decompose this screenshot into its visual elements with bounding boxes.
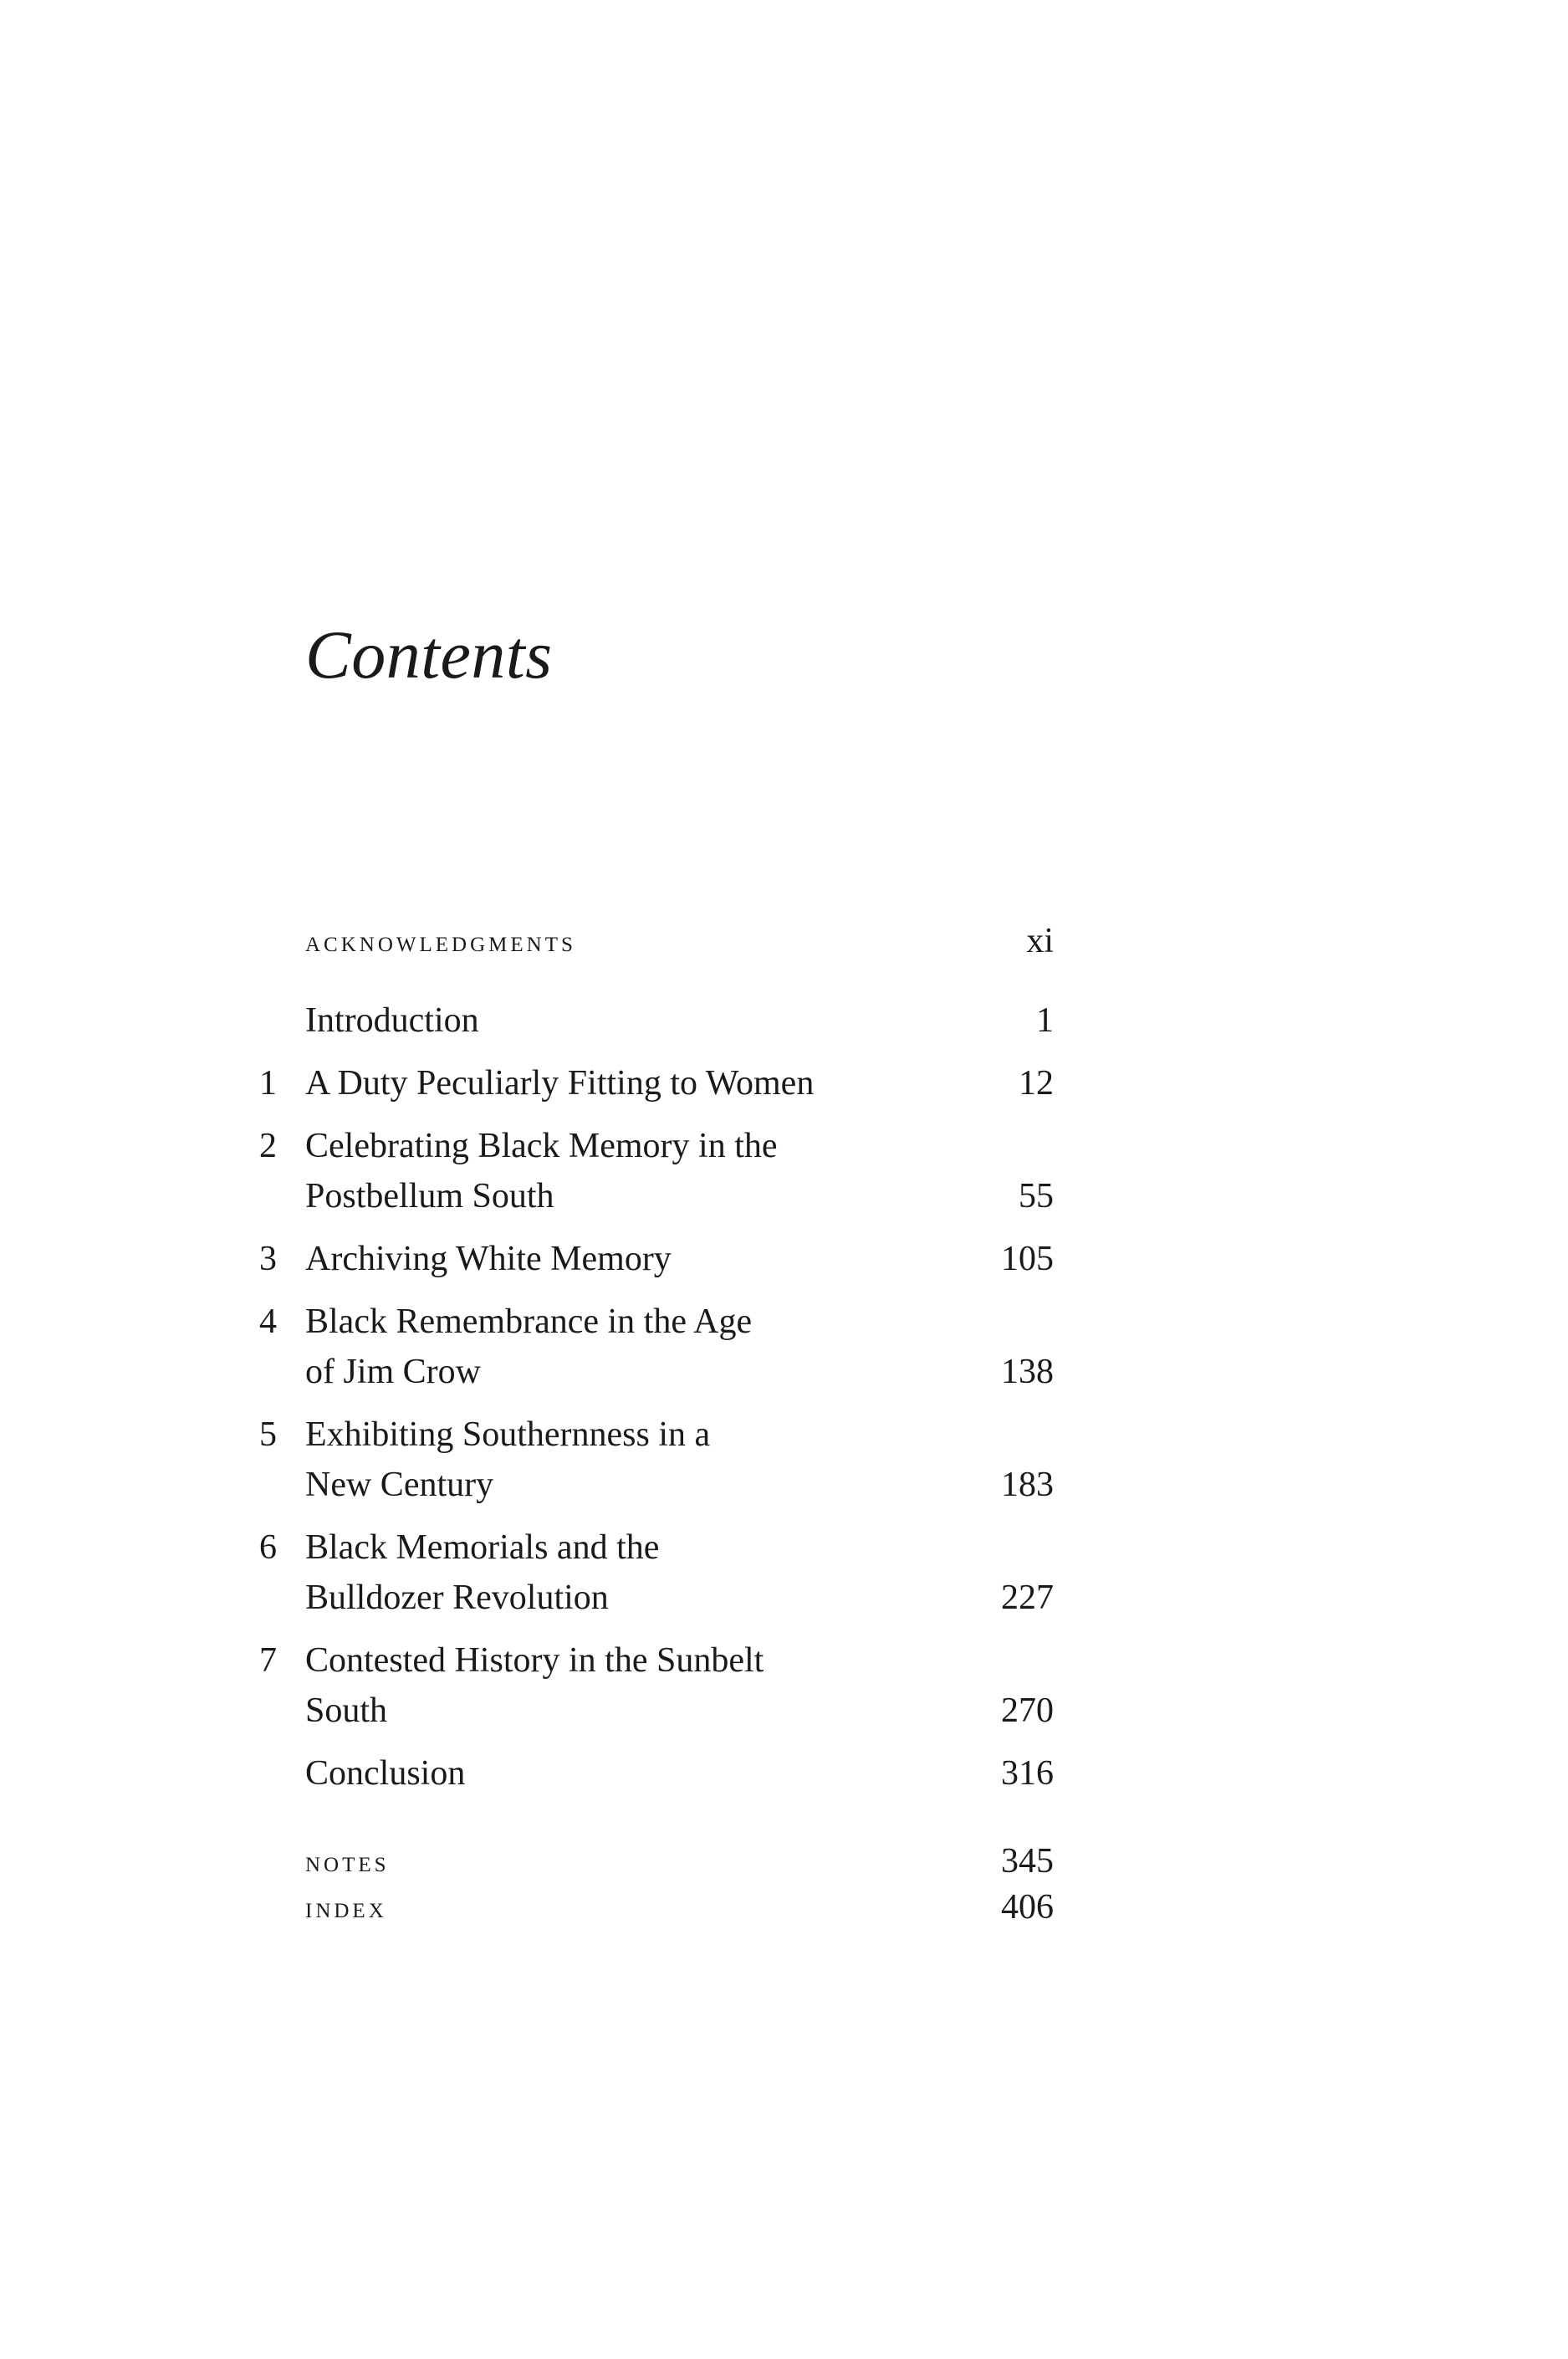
toc-entry-page: 345: [1001, 1842, 1054, 1881]
toc-entry-page: 55: [1019, 1177, 1054, 1215]
toc-entry-label: Conclusion: [305, 1754, 466, 1793]
toc-entry-number: 1: [259, 1064, 277, 1103]
toc-entry-page: 183: [1001, 1466, 1054, 1504]
toc-entry-page: 406: [1001, 1888, 1054, 1927]
toc-entry-label: Archiving White Memory: [305, 1240, 672, 1278]
toc-entry-number: 2: [259, 1127, 277, 1165]
toc-entry-number: 3: [259, 1240, 277, 1278]
toc-entry-page: 227: [1001, 1579, 1054, 1617]
toc-entry-label: Introduction: [305, 1001, 479, 1040]
toc-entry-label: A Duty Peculiarly Fitting to Women: [305, 1064, 815, 1103]
toc-entry-label: Contested History in the Sunbelt South: [305, 1641, 764, 1730]
toc-entry-page: 1: [1036, 1001, 1054, 1040]
toc-entry-page: xi: [1026, 922, 1054, 960]
toc-entry-page: 316: [1001, 1754, 1054, 1793]
toc-entry-label: Celebrating Black Memory in the Postbellum South: [305, 1127, 778, 1215]
toc-entry-label: Exhibiting Southernness in a New Century: [305, 1415, 711, 1504]
toc-entry-label: Black Remembrance in the Age of Jim Crow: [305, 1302, 753, 1391]
toc-entry-label: acknowledgments: [305, 924, 576, 958]
page-title: Contents: [305, 617, 553, 693]
toc-entry-label: Black Memorials and the Bulldozer Revolution: [305, 1528, 660, 1617]
toc-entry-number: 5: [259, 1415, 277, 1454]
toc-entry-page: 12: [1019, 1064, 1054, 1103]
toc-entry-page: 105: [1001, 1240, 1054, 1278]
toc-entry-label: index: [305, 1891, 387, 1924]
toc-entry-number: 4: [259, 1302, 277, 1341]
toc-entry-number: 7: [259, 1641, 277, 1680]
toc-entry-page: 138: [1001, 1353, 1054, 1391]
toc-entry-number: 6: [259, 1528, 277, 1567]
toc-entry-label: notes: [305, 1845, 390, 1878]
toc-entry-page: 270: [1001, 1691, 1054, 1730]
